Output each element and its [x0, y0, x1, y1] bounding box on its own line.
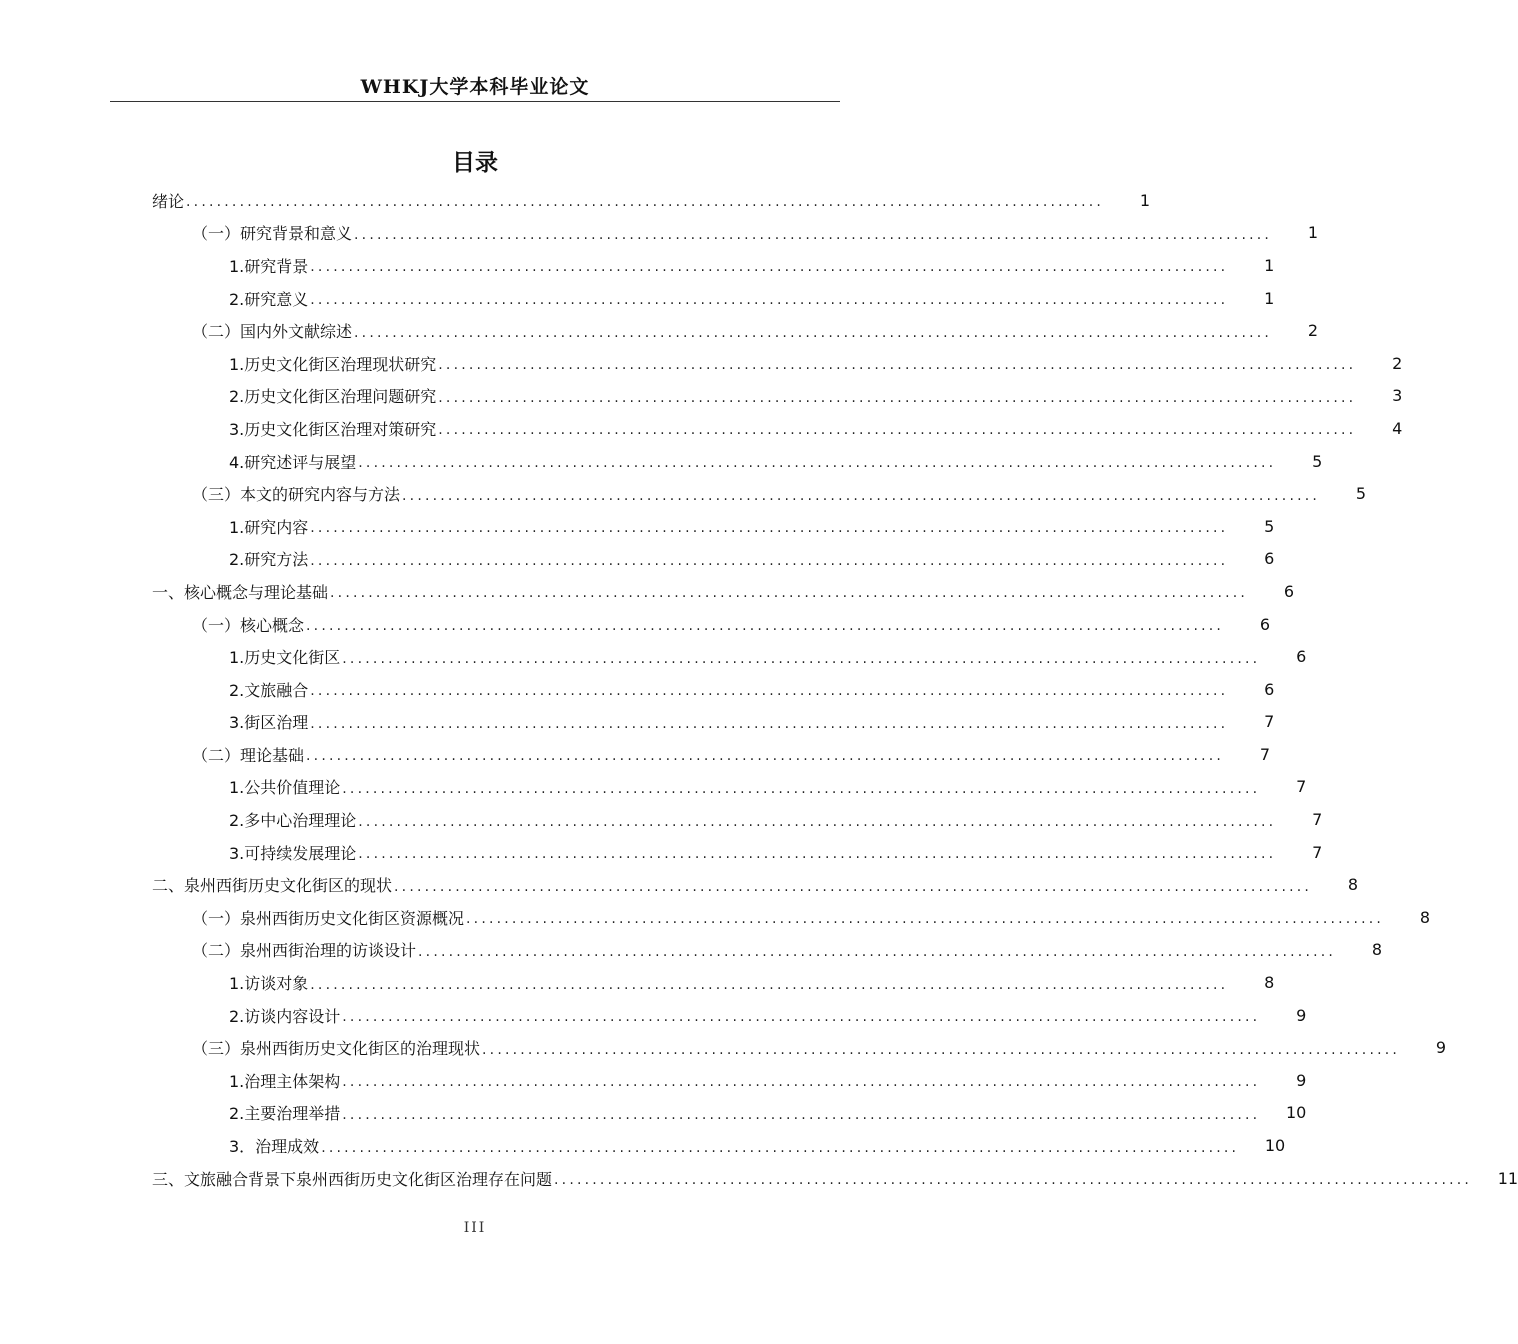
- toc-entry-label: 3．治理成效: [229, 1137, 320, 1157]
- toc-entry-label: （三）泉州西街历史文化街区的治理现状: [192, 1039, 481, 1059]
- toc-entry-page: 1: [1307, 223, 1319, 243]
- toc-entry[interactable]: [0, 608, 1271, 641]
- toc-entry-page: 7: [1264, 712, 1275, 732]
- dot-leader: ........................................................................................................................: [310, 976, 1229, 993]
- toc-entry-label: 1.访谈对象: [229, 974, 309, 994]
- toc-entry-page: 6: [1296, 647, 1307, 667]
- toc-entry-label: 绪论: [152, 191, 185, 211]
- toc-entry[interactable]: [0, 184, 1151, 217]
- toc-entry-label: （二）泉州西街治理的访谈设计: [192, 941, 417, 961]
- toc-entry[interactable]: [0, 282, 1275, 315]
- dot-leader: ........................................................................................................................: [402, 487, 1321, 504]
- toc-entry[interactable]: [0, 966, 1275, 999]
- toc-entry-page: 9: [1296, 1005, 1307, 1025]
- toc-entry-page: 1: [1139, 190, 1151, 210]
- toc-entry-page: 9: [1435, 1038, 1447, 1058]
- toc-entry-label: （二）理论基础: [192, 745, 305, 765]
- dot-leader: ........................................................................................................................: [482, 1041, 1401, 1058]
- toc-entry[interactable]: [0, 1162, 1518, 1195]
- dot-leader: ........................................................................................................................: [394, 878, 1313, 895]
- toc-entry-label: 3.可持续发展理论: [229, 843, 357, 863]
- dot-leader: ........................................................................................................................: [418, 943, 1337, 960]
- page-footer-number: III: [463, 1220, 487, 1236]
- toc-entry[interactable]: [0, 901, 1431, 934]
- toc-entry-label: （三）本文的研究内容与方法: [192, 485, 401, 505]
- toc-entry-page: 8: [1347, 875, 1359, 895]
- toc-entry-label: 2.文旅融合: [229, 680, 309, 700]
- toc-entry-label: 3.街区治理: [229, 713, 309, 733]
- dot-leader: ........................................................................................................................: [310, 259, 1229, 276]
- dot-leader: ........................................................................................................................: [310, 552, 1229, 569]
- toc-entry-page: 5: [1355, 484, 1367, 504]
- toc-entry-label: 1.研究背景: [229, 256, 309, 276]
- dot-leader: ........................................................................................................................: [186, 194, 1105, 211]
- toc-entry[interactable]: [0, 868, 1359, 901]
- toc-entry-page: 3: [1392, 386, 1403, 406]
- toc-entry[interactable]: [0, 217, 1319, 250]
- toc-entry-page: 4: [1392, 418, 1403, 438]
- toc-entry[interactable]: [0, 1064, 1307, 1097]
- toc-entry[interactable]: [0, 510, 1275, 543]
- dot-leader: ........................................................................................................................: [321, 1139, 1240, 1156]
- dot-leader: ........................................................................................................................: [310, 520, 1229, 537]
- toc-entry[interactable]: [0, 477, 1367, 510]
- toc-entry-label: 2.访谈内容设计: [229, 1006, 341, 1026]
- toc-entry[interactable]: [0, 640, 1307, 673]
- toc-entry-page: 10: [1285, 1103, 1307, 1123]
- toc-entry-page: 11: [1497, 1168, 1518, 1188]
- dot-leader: ........................................................................................................................: [354, 226, 1273, 243]
- dot-leader: ........................................................................................................................: [438, 357, 1357, 374]
- toc-entry-label: 2.研究意义: [229, 289, 309, 309]
- toc-entry[interactable]: [0, 934, 1383, 967]
- toc-entry-page: 5: [1312, 451, 1323, 471]
- dot-leader: ........................................................................................................................: [438, 389, 1357, 406]
- toc-entry[interactable]: [0, 314, 1319, 347]
- dot-leader: ........................................................................................................................: [358, 846, 1277, 863]
- dot-leader: ........................................................................................................................: [342, 780, 1261, 797]
- dot-leader: ........................................................................................................................: [342, 1009, 1261, 1026]
- dot-leader: ........................................................................................................................: [358, 455, 1277, 472]
- dot-leader: ........................................................................................................................: [554, 1172, 1473, 1189]
- dot-leader: ........................................................................................................................: [330, 585, 1249, 602]
- toc-entry[interactable]: [0, 999, 1307, 1032]
- dot-leader: ........................................................................................................................: [342, 1074, 1261, 1091]
- toc-entry[interactable]: [0, 706, 1275, 739]
- toc-entry-label: 1.历史文化街区: [229, 648, 341, 668]
- toc-entry[interactable]: [0, 836, 1323, 869]
- toc-entry[interactable]: [0, 380, 1403, 413]
- dot-leader: ........................................................................................................................: [466, 911, 1385, 928]
- dot-leader: ........................................................................................................................: [306, 618, 1225, 635]
- toc-entry-page: 7: [1296, 777, 1307, 797]
- dot-leader: ........................................................................................................................: [354, 324, 1273, 341]
- toc-entry-label: （一）泉州西街历史文化街区资源概况: [192, 908, 465, 928]
- running-header: WHKJ大学本科毕业论文: [360, 76, 590, 98]
- toc-entry-page: 2: [1392, 353, 1403, 373]
- toc-entry-page: 9: [1296, 1070, 1307, 1090]
- toc-entry[interactable]: [0, 1129, 1286, 1162]
- toc-entry-label: 1.历史文化街区治理现状研究: [229, 354, 437, 374]
- toc-entry-page: 6: [1283, 581, 1295, 601]
- toc-entry[interactable]: [0, 445, 1323, 478]
- toc-entry-label: 2.主要治理举措: [229, 1104, 341, 1124]
- toc-entry[interactable]: [0, 1031, 1447, 1064]
- toc-title: 目录: [452, 150, 498, 176]
- toc-entry-page: 7: [1259, 744, 1271, 764]
- toc-entry-page: 2: [1307, 321, 1319, 341]
- toc-entry-label: （一）核心概念: [192, 615, 305, 635]
- dot-leader: ........................................................................................................................: [310, 683, 1229, 700]
- toc-entry[interactable]: [0, 738, 1271, 771]
- toc-entry-label: 2.研究方法: [229, 550, 309, 570]
- toc-entry[interactable]: [0, 412, 1403, 445]
- toc-entry[interactable]: [0, 771, 1307, 804]
- dot-leader: ........................................................................................................................: [306, 748, 1225, 765]
- dot-leader: ........................................................................................................................: [310, 292, 1229, 309]
- dot-leader: ........................................................................................................................: [438, 422, 1357, 439]
- toc-entry-label: （一）研究背景和意义: [192, 224, 353, 244]
- toc-entry[interactable]: [0, 347, 1403, 380]
- toc-entry-label: 一、核心概念与理论基础: [152, 582, 329, 602]
- toc-entry[interactable]: [0, 673, 1275, 706]
- toc-entry-page: 6: [1264, 549, 1275, 569]
- toc-entry-label: 1.治理主体架构: [229, 1071, 341, 1091]
- toc-entry-page: 1: [1264, 255, 1275, 275]
- toc-entry[interactable]: [0, 575, 1295, 608]
- toc-entry-label: 2.多中心治理理论: [229, 811, 357, 831]
- toc-entry-label: （二）国内外文献综述: [192, 322, 353, 342]
- toc-entry-label: 4.研究述评与展望: [229, 452, 357, 472]
- header-rule: [110, 101, 840, 102]
- toc-entry-page: 7: [1312, 842, 1323, 862]
- dot-leader: ........................................................................................................................: [342, 650, 1261, 667]
- toc-entry[interactable]: [0, 1097, 1307, 1130]
- table-of-contents: [0, 184, 1518, 1194]
- toc-entry[interactable]: [0, 803, 1323, 836]
- toc-entry-label: 1.公共价值理论: [229, 778, 341, 798]
- toc-entry-page: 6: [1259, 614, 1271, 634]
- toc-entry-page: 8: [1371, 940, 1383, 960]
- toc-entry-label: 2.历史文化街区治理问题研究: [229, 387, 437, 407]
- toc-entry-page: 8: [1419, 907, 1431, 927]
- toc-entry-page: 1: [1264, 288, 1275, 308]
- toc-entry-label: 1.研究内容: [229, 517, 309, 537]
- toc-entry-page: 10: [1264, 1136, 1286, 1156]
- toc-entry-page: 8: [1264, 973, 1275, 993]
- toc-entry-label: 3.历史文化街区治理对策研究: [229, 419, 437, 439]
- dot-leader: ........................................................................................................................: [310, 715, 1229, 732]
- toc-entry-page: 6: [1264, 679, 1275, 699]
- toc-entry-page: 7: [1312, 810, 1323, 830]
- toc-entry-page: 5: [1264, 516, 1275, 536]
- dot-leader: ........................................................................................................................: [358, 813, 1277, 830]
- toc-entry[interactable]: [0, 249, 1275, 282]
- toc-entry-label: 二、泉州西街历史文化街区的现状: [152, 876, 393, 896]
- toc-entry[interactable]: [0, 543, 1275, 576]
- toc-entry-label: 三、文旅融合背景下泉州西街历史文化街区治理存在问题: [152, 1169, 553, 1189]
- dot-leader: ........................................................................................................................: [342, 1106, 1261, 1123]
